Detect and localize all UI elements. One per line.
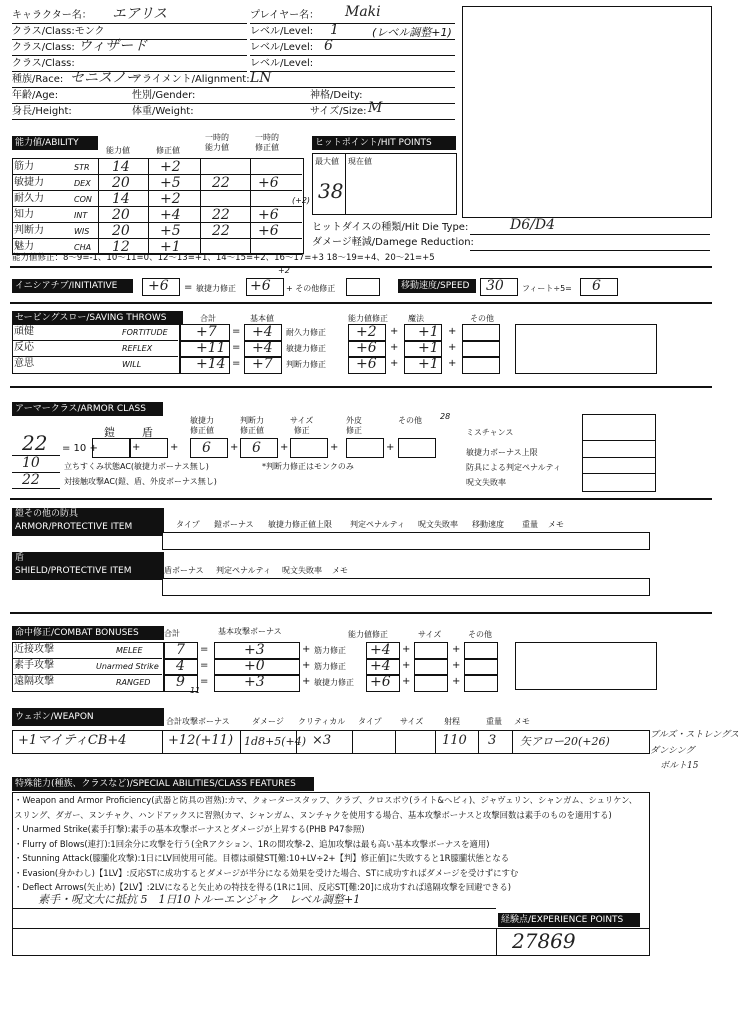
- combat-plus: +: [402, 676, 411, 687]
- save-name-en: REFLEX: [122, 344, 153, 353]
- ac-component-box[interactable]: [92, 438, 130, 458]
- shield-item-col: 呪文失敗率: [282, 566, 322, 575]
- ability-mod[interactable]: +4: [160, 207, 181, 223]
- initiative-value[interactable]: +6: [148, 278, 169, 294]
- save-plus: +: [448, 342, 457, 353]
- combat-col-size: サイズ: [418, 630, 442, 639]
- save-name-en: FORTITUDE: [122, 328, 168, 337]
- ac-wis-value[interactable]: 6: [252, 440, 261, 456]
- ac-component-box[interactable]: [130, 438, 168, 458]
- shield-item-col: 盾ボーナス: [164, 566, 204, 575]
- save-name-jp: 意思: [14, 358, 34, 369]
- save-magic[interactable]: +1: [418, 324, 439, 340]
- feature-line: ・Evasion(身かわし)【1LV】:反応STに成功するとダメージが半分になる効果を受けた場合、STに成功すればダメージを受けずにすむ: [14, 867, 519, 878]
- combat-ability[interactable]: +4: [370, 658, 391, 674]
- ac-touch-value[interactable]: 10: [22, 455, 40, 471]
- alignment-value[interactable]: LN: [250, 70, 272, 86]
- ability-score[interactable]: 20: [112, 207, 130, 223]
- save-plus: +: [390, 342, 399, 353]
- dr-label: ダメージ軽減/Damege Reduction:: [312, 237, 474, 248]
- combat-row-line: [12, 674, 162, 675]
- saves-col-total: 合計: [200, 314, 216, 323]
- miss-chance-label: ミスチャンス: [466, 428, 514, 437]
- abilities-title: 能力値/ABILITY: [12, 136, 98, 150]
- ac-col-label: 盾: [142, 426, 153, 439]
- save-ability-label: 耐久力修正: [286, 328, 326, 337]
- portrait-box: [462, 6, 712, 218]
- ability-mod[interactable]: +5: [160, 175, 181, 191]
- ability-name-en: INT: [74, 211, 88, 220]
- armor-item-col: 判定ペナルティ: [350, 520, 405, 529]
- ability-name-jp: 知力: [14, 209, 34, 220]
- ability-grid-divider: [200, 158, 201, 253]
- save-plus: +: [390, 326, 399, 337]
- weapon-col: サイズ: [400, 717, 424, 726]
- save-name-jp: 反応: [14, 342, 34, 353]
- ability-mod[interactable]: +1: [160, 239, 181, 255]
- age-label: 年齢/Age:: [12, 90, 59, 101]
- save-ability[interactable]: +6: [356, 340, 377, 356]
- initiative-top-note: +2: [278, 266, 290, 275]
- ability-col-temp-score: 一時的 能力値: [205, 133, 229, 152]
- class2-value[interactable]: ウィザード: [78, 38, 148, 54]
- ac-plus: +: [330, 442, 339, 453]
- saves-col-other: その他: [470, 314, 494, 323]
- armor-item-title: 鎧その他の防具 ARMOR/PROTECTIVE ITEM: [12, 508, 164, 536]
- ac-plus: +: [170, 442, 179, 453]
- ability-name-jp: 敏捷力: [14, 177, 44, 188]
- ability-name-en: STR: [74, 163, 90, 172]
- class1-label: クラス/Class:モンク: [12, 26, 105, 37]
- combat-name-en: Unarmed Strike: [96, 662, 159, 671]
- ac-col-label: サイズ 修正: [290, 416, 314, 435]
- combat-total[interactable]: 4: [176, 658, 185, 674]
- save-plus: +: [448, 326, 457, 337]
- shield-item-col: 判定ペナルティ: [216, 566, 271, 575]
- ac-dex-value[interactable]: 6: [202, 440, 211, 456]
- hit-die-value[interactable]: D6/D4: [510, 217, 555, 233]
- weapon-col: 合計攻撃ボーナス: [166, 717, 230, 726]
- combat-name-en: RANGED: [116, 678, 151, 687]
- level3-label: レベル/Level:: [250, 58, 314, 69]
- save-ability[interactable]: +2: [356, 324, 377, 340]
- ability-grid-divider: [148, 158, 149, 253]
- feature-line: ・Unarmed Strike(素手打撃):素手の基本攻撃ボーナスとダメージが上昇する(PHB P47参照): [14, 824, 365, 834]
- speed-title: 移動速度/SPEED: [398, 279, 476, 293]
- race-value[interactable]: セニスノー: [70, 70, 140, 86]
- combat-plus: +: [452, 676, 461, 687]
- ac-col-label: 鎧: [104, 426, 115, 439]
- level2-value[interactable]: 6: [324, 38, 333, 54]
- ability-temp-score[interactable]: 22: [212, 207, 230, 223]
- weapon-range[interactable]: 110: [442, 733, 467, 748]
- weapon-col: メモ: [514, 717, 530, 726]
- combat-size-box: [414, 674, 448, 692]
- ability-name-en: CHA: [74, 243, 92, 252]
- level-adjust-note: (レベル調整+1): [372, 26, 452, 39]
- weapon-attack[interactable]: +12(+11): [168, 733, 234, 748]
- ac-col-label: その他: [398, 416, 422, 425]
- feature-line: ・Weapon and Armor Proficiency(武器と防具の習熟):カマ、クォータースタッフ、クラブ、クロスボウ(ライト&ヘビィ)、ジャヴェリン、シャンガム、シュリケン、: [14, 795, 638, 805]
- hp-title: ヒットポイント/HIT POINTS: [312, 136, 456, 150]
- weapon-side-note-3: ボルト15: [660, 761, 699, 771]
- ability-score[interactable]: 20: [112, 223, 130, 239]
- combat-row-line: [12, 658, 162, 659]
- combat-plus: +: [302, 676, 311, 687]
- features-handwritten[interactable]: 素手・呪文大に抵抗 5 1日10トルーエンジャク レベル調整+1: [38, 893, 361, 906]
- height-label: 身長/Height:: [12, 106, 72, 117]
- ability-grid-divider: [250, 158, 251, 253]
- size-value[interactable]: M: [368, 100, 383, 116]
- combat-total[interactable]: 7: [176, 642, 185, 658]
- initiative-title: イニシアチブ/INITIATIVE: [12, 279, 133, 293]
- armor-item-col: メモ: [548, 520, 564, 529]
- character-name-value[interactable]: エアリス: [112, 6, 168, 22]
- save-eq: =: [232, 326, 241, 337]
- shield-item-col: メモ: [332, 566, 348, 575]
- feature-line: ・Deflect Arrows(矢止め)【2LV】:2LVになると矢止めの特技を得る(1Rに1回、反応ST[難:20]に成功すれば遠隔攻撃を回避できる): [14, 882, 511, 892]
- combat-plus: +: [402, 660, 411, 671]
- combat-note-box: [515, 642, 657, 690]
- size-label: サイズ/Size:: [310, 106, 367, 117]
- xp-value[interactable]: 27869: [512, 929, 576, 953]
- combat-bab[interactable]: +0: [244, 658, 265, 674]
- ability-name-en: CON: [74, 195, 92, 204]
- speed-squares[interactable]: 6: [592, 278, 601, 294]
- ac-flat-value[interactable]: 22: [22, 472, 40, 488]
- ac-plus: +: [132, 442, 141, 453]
- level1-label: レベル/Level:: [250, 26, 314, 37]
- ability-col-mod: 修正値: [156, 146, 180, 155]
- xp-title: 経験点/EXPERIENCE POINTS: [498, 913, 640, 927]
- combat-total[interactable]: 9: [176, 674, 185, 690]
- feature-line: ・Stunning Attack(朦朧化攻撃):1日にLV回使用可能。目標は頑健ST[難:10+LV÷2+【判】修正値]に失敗すると1R朦朧状態となる: [14, 853, 510, 863]
- combat-col-other: その他: [468, 630, 492, 639]
- weapon-col: タイプ: [358, 717, 382, 726]
- combat-eq: =: [200, 676, 209, 687]
- armor-item-col: タイプ: [176, 520, 200, 529]
- feature-line: ・Flurry of Blows(連打):1回余分に攻撃を行う(全Rアクション、1Rの間攻撃-2、追加攻撃は最も高い基本攻撃ボーナスを適用): [14, 838, 490, 849]
- weapon-weight[interactable]: 3: [488, 733, 497, 748]
- save-base[interactable]: +4: [252, 324, 273, 340]
- combat-note: 11: [190, 686, 201, 695]
- ability-grid-divider: [98, 158, 99, 253]
- player-name-label: プレイヤー名：: [250, 10, 320, 21]
- ac-value[interactable]: 22: [22, 431, 48, 455]
- ability-name-en: WIS: [74, 227, 90, 236]
- combat-ability-label: 敏捷力修正: [314, 678, 354, 687]
- armor-item-col: 敏捷力修正値上限: [268, 520, 332, 529]
- class2-label: クラス/Class:: [12, 42, 75, 53]
- combat-plus: +: [452, 660, 461, 671]
- saves-col-ability: 能力値修正: [348, 314, 388, 323]
- save-name-grid: [12, 324, 180, 374]
- save-plus: +: [448, 358, 457, 369]
- character-name-label: キャラクター名：: [12, 10, 92, 21]
- armor-item-col: 呪文失敗率: [418, 520, 458, 529]
- armor-title: アーマークラス/ARMOR CLASS: [12, 402, 163, 416]
- save-eq: =: [232, 342, 241, 353]
- combat-plus: +: [302, 644, 311, 655]
- feature-line: スリング、ダガー、ヌンチャク、ハンドアックスに習熟(カマ、シャンガム、ヌンチャクを使用する場合、基本攻撃ボーナスと攻撃回数は素手のものを適用する): [14, 809, 612, 820]
- weapon-col: ダメージ: [252, 717, 284, 726]
- save-magic[interactable]: +1: [418, 340, 439, 356]
- combat-col-ability: 能力値修正: [348, 630, 388, 639]
- save-plus: +: [390, 358, 399, 369]
- max-dex-label: 敏捷力ボーナス上限: [466, 448, 538, 457]
- ability-temp-mod[interactable]: +6: [258, 207, 279, 223]
- save-magic[interactable]: +1: [418, 356, 439, 372]
- armor-item-col: 移動速度: [472, 520, 504, 529]
- level2-label: レベル/Level:: [250, 42, 314, 53]
- combat-ability[interactable]: +6: [370, 674, 391, 690]
- save-base[interactable]: +7: [252, 356, 273, 372]
- save-eq: =: [232, 358, 241, 369]
- hit-die-label: ヒットダイスの種類/Hit Die Type:: [312, 222, 469, 233]
- ability-temp-mod[interactable]: +6: [258, 223, 279, 239]
- weapon-crit[interactable]: ×3: [312, 733, 332, 748]
- ability-score[interactable]: 12: [112, 239, 130, 255]
- ability-temp-mod[interactable]: +6: [258, 175, 279, 191]
- combat-name-jp: 近接攻撃: [14, 644, 54, 655]
- combat-other-box: [464, 674, 498, 692]
- combat-plus: +: [302, 660, 311, 671]
- weapon-col: クリティカル: [298, 717, 346, 726]
- weight-label: 体重/Weight:: [132, 106, 194, 117]
- ac-plus: +: [280, 442, 289, 453]
- ac-plus: +: [386, 442, 395, 453]
- ability-score[interactable]: 14: [112, 159, 130, 175]
- shield-item-row[interactable]: [162, 578, 650, 596]
- ability-formula: 能力値修正：8～9=-1、10～11=0、12～13=+1、14～15=+2、16～17=+3 18～19=+4、20～21=+5: [12, 253, 435, 263]
- ability-col-temp-mod: 一時的 修正値: [255, 133, 279, 152]
- save-name-jp: 頑健: [14, 326, 34, 337]
- save-row-line: [12, 340, 178, 341]
- player-name-value[interactable]: Maki: [345, 4, 381, 20]
- gender-label: 性別/Gender:: [132, 90, 196, 101]
- hp-current-label: 現在値: [348, 157, 372, 166]
- weapon-title: ウェポン/WEAPON: [12, 708, 164, 726]
- ac-component-box[interactable]: [290, 438, 328, 458]
- save-total[interactable]: +7: [196, 324, 217, 340]
- ability-mod[interactable]: +2: [160, 191, 181, 207]
- armor-penalty-label: 防具による判定ペナルティ: [466, 463, 561, 472]
- ability-name-jp: 耐久力: [14, 193, 44, 204]
- save-row-line: [12, 356, 178, 357]
- ac-touch-label: 対接触攻撃AC(鎧、盾、外皮ボーナス無し): [64, 477, 217, 486]
- combat-col-bab: 基本攻撃ボーナス: [218, 627, 282, 636]
- ability-side-note: (+2): [292, 196, 311, 205]
- spell-fail-label: 呪文失敗率: [466, 478, 506, 487]
- ac-flat-label: 立ちすくみ状態AC(敏捷力ボーナス無し): [64, 462, 209, 471]
- combat-name-grid: [12, 642, 164, 692]
- combat-eq: =: [200, 660, 209, 671]
- weapon-name[interactable]: +1マイティCB+4: [18, 733, 127, 748]
- saves-note-box: [515, 324, 657, 374]
- initiative-eq: =: [184, 282, 193, 293]
- weapon-memo[interactable]: 矢アロー20(+26): [520, 735, 610, 748]
- armor-item-row[interactable]: [162, 532, 650, 550]
- ability-mod[interactable]: +2: [160, 159, 181, 175]
- combat-plus: +: [452, 644, 461, 655]
- alignment-label: アライメント/Alignment:: [132, 74, 250, 85]
- save-ability-label: 判断力修正: [286, 360, 326, 369]
- initiative-dex-label: 敏捷力修正: [196, 284, 236, 293]
- armor-item-col: 鎧ボーナス: [214, 520, 254, 529]
- save-ability[interactable]: +6: [356, 356, 377, 372]
- ability-score[interactable]: 20: [112, 175, 130, 191]
- ability-col-score: 能力値: [106, 146, 130, 155]
- weapon-damage[interactable]: 1d8+5(+4): [244, 735, 307, 748]
- ability-name-jp: 魅力: [14, 241, 34, 252]
- ability-grid: [12, 158, 304, 254]
- combat-ability[interactable]: +4: [370, 642, 391, 658]
- ability-mod[interactable]: +5: [160, 223, 181, 239]
- speed-feet-label: フィート÷5=: [522, 284, 572, 293]
- ac-component-box[interactable]: [346, 438, 384, 458]
- ability-score[interactable]: 14: [112, 191, 130, 207]
- combat-name-jp: 素手攻撃: [14, 660, 54, 671]
- combat-name-en: MELEE: [116, 646, 143, 655]
- weapon-side-note-2: ダンシング: [650, 746, 695, 756]
- combat-ability-label: 筋力修正: [314, 646, 346, 655]
- save-total[interactable]: +11: [196, 340, 226, 356]
- ac-component-box[interactable]: [398, 438, 436, 458]
- level1-value[interactable]: 1: [330, 22, 339, 38]
- combat-name-jp: 遠隔攻撃: [14, 676, 54, 687]
- combat-plus: +: [402, 644, 411, 655]
- weapon-col: 重量: [486, 717, 502, 726]
- initiative-other-label: + その他修正: [286, 284, 336, 293]
- combat-bab[interactable]: +3: [244, 674, 265, 690]
- combat-bab[interactable]: +3: [244, 642, 265, 658]
- ac-col-label: 外皮 修正: [346, 416, 362, 435]
- deity-label: 神格/Deity:: [310, 90, 363, 101]
- race-label: 種族/Race:: [12, 74, 64, 85]
- shield-item-title: 盾 SHIELD/PROTECTIVE ITEM: [12, 552, 164, 580]
- saves-col-magic: 魔法: [408, 314, 424, 323]
- ac-col-label: 判断力 修正値: [240, 416, 264, 435]
- weapon-col: 射程: [444, 717, 460, 726]
- ac-plus: +: [230, 442, 239, 453]
- ability-name-jp: 判断力: [14, 225, 44, 236]
- ability-name-jp: 筋力: [14, 161, 34, 172]
- combat-ability-label: 筋力修正: [314, 662, 346, 671]
- combat-col-total: 合計: [164, 629, 180, 638]
- save-name-en: WILL: [122, 360, 142, 369]
- ability-temp-score[interactable]: 22: [212, 175, 230, 191]
- save-total[interactable]: +14: [196, 356, 226, 372]
- ac-side-box: [582, 414, 656, 492]
- ac-top-note: 28: [440, 412, 451, 421]
- ac-base: = 10 +: [62, 443, 98, 454]
- ability-name-en: DEX: [74, 179, 91, 188]
- weapon-side-note-1: ブルズ・ストレングス: [650, 730, 739, 740]
- save-base[interactable]: +4: [252, 340, 273, 356]
- hp-max-label: 最大値: [315, 157, 339, 166]
- ability-row-line: [12, 254, 302, 255]
- saves-title: セービングスロー/SAVING THROWS: [12, 311, 183, 325]
- ac-wis-note: *判断力修正はモンクのみ: [262, 462, 354, 471]
- ac-col-label: 敏捷力 修正値: [190, 416, 214, 435]
- combat-eq: =: [200, 644, 209, 655]
- combat-title: 命中修正/COMBAT BONUSES: [12, 626, 164, 640]
- save-ability-label: 敏捷力修正: [286, 344, 326, 353]
- ability-temp-score[interactable]: 22: [212, 223, 230, 239]
- class3-label: クラス/Class:: [12, 58, 75, 69]
- armor-item-col: 重量: [522, 520, 538, 529]
- initiative-other-box: [346, 278, 380, 296]
- initiative-dex-value[interactable]: +6: [250, 278, 271, 294]
- hp-max-value[interactable]: 38: [318, 179, 344, 203]
- speed-value[interactable]: 30: [486, 278, 504, 294]
- save-other-box: [462, 356, 500, 374]
- saves-col-base: 基本値: [250, 314, 274, 323]
- features-title: 特殊能力(種族、クラスなど)/SPECIAL ABILITIES/CLASS FEATURES: [12, 777, 314, 791]
